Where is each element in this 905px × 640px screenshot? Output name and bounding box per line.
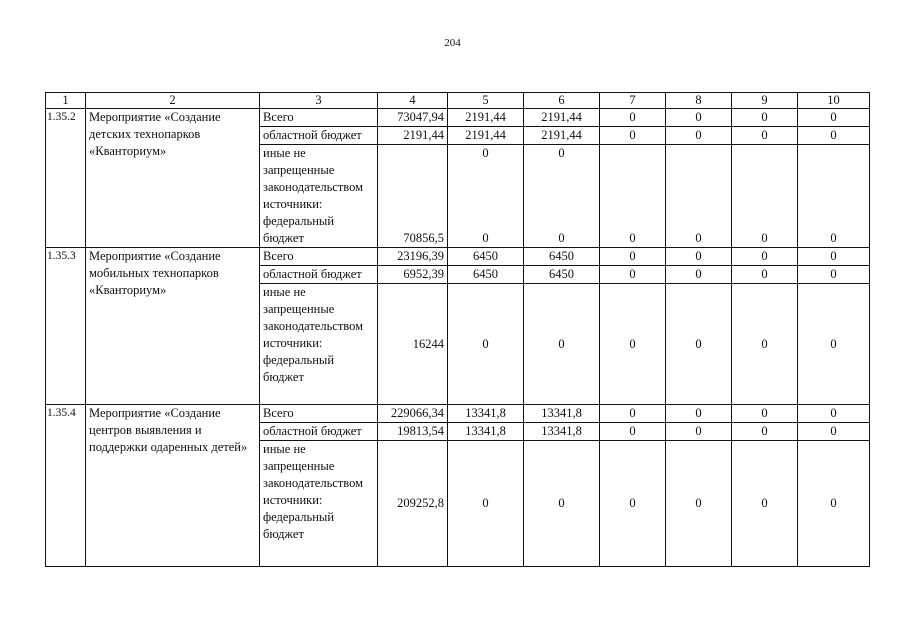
section-name: Мероприятие «Создание мобильных технопарков «Кванториум» <box>86 248 260 405</box>
value-cell: 6450 <box>448 266 524 284</box>
value-cell: 209252,8 <box>378 441 448 567</box>
value-cell: 0 <box>732 109 798 127</box>
value-cell: 0 <box>600 405 666 423</box>
value-cell: 0 <box>600 266 666 284</box>
value-cell: 0 <box>600 109 666 127</box>
value-cell: 2191,44 <box>448 127 524 145</box>
value-cell: 0 <box>666 284 732 405</box>
value-cell: 0 <box>666 423 732 441</box>
value-cell: 73047,94 <box>378 109 448 127</box>
value-cell: 0 <box>732 405 798 423</box>
source-label: иные не запрещенные законодательством источники: федеральный бюджет <box>260 284 378 405</box>
header-cell: 1 <box>46 93 86 109</box>
value-cell: 0 <box>600 248 666 266</box>
value-cell: 13341,8 <box>448 423 524 441</box>
value-cell: 13341,8 <box>524 423 600 441</box>
value-cell: 0 <box>732 266 798 284</box>
header-row <box>46 93 870 109</box>
value-cell: 0 <box>666 405 732 423</box>
value-cell: 2191,44 <box>378 127 448 145</box>
section-code: 1.35.2 <box>46 109 86 248</box>
header-cell: 10 <box>798 93 870 109</box>
value-cell: 13341,8 <box>448 405 524 423</box>
value-cell: 0 <box>732 127 798 145</box>
value-cell <box>524 145 600 248</box>
value-cell: 0 <box>798 127 870 145</box>
value-cell: 2191,44 <box>448 109 524 127</box>
header-cell: 9 <box>732 93 798 109</box>
value-cell: 0 <box>798 248 870 266</box>
value-cell: 0 <box>524 284 600 405</box>
value-cell: 229066,34 <box>378 405 448 423</box>
value-cell: 2191,44 <box>524 109 600 127</box>
value-cell: 70856,5 <box>378 145 448 248</box>
section-code: 1.35.4 <box>46 405 86 567</box>
value-cell: 0 <box>600 284 666 405</box>
header-cell: 2 <box>86 93 260 109</box>
source-label: иные не запрещенные законодательством источники: федеральный бюджет <box>260 145 378 248</box>
value-cell: 0 <box>798 266 870 284</box>
table-row <box>46 405 870 423</box>
value-cell: 0 <box>798 405 870 423</box>
value-cell: 0 <box>448 284 524 405</box>
value-cell: 6450 <box>524 248 600 266</box>
value-bottom: 0 <box>558 231 565 245</box>
source-label: Всего <box>260 248 378 266</box>
value-cell: 0 <box>798 284 870 405</box>
value-cell: 23196,39 <box>378 248 448 266</box>
value-cell: 0 <box>600 127 666 145</box>
value-cell: 0 <box>732 145 798 248</box>
value-cell: 0 <box>732 284 798 405</box>
value-cell: 6450 <box>448 248 524 266</box>
value-cell: 0 <box>666 248 732 266</box>
value-cell: 0 <box>666 441 732 567</box>
value-bottom: 0 <box>482 231 489 245</box>
value-cell: 13341,8 <box>524 405 600 423</box>
value-cell: 0 <box>798 423 870 441</box>
table-row <box>46 109 870 127</box>
section-code: 1.35.3 <box>46 248 86 405</box>
value-cell: 0 <box>448 441 524 567</box>
header-cell: 5 <box>448 93 524 109</box>
source-label: областной бюджет <box>260 127 378 145</box>
source-label: Всего <box>260 109 378 127</box>
value-cell: 2191,44 <box>524 127 600 145</box>
header-cell: 3 <box>260 93 378 109</box>
value-cell: 0 <box>798 145 870 248</box>
value-cell: 0 <box>524 441 600 567</box>
value-cell: 6952,39 <box>378 266 448 284</box>
value-cell: 0 <box>666 109 732 127</box>
value-cell: 0 <box>600 145 666 248</box>
source-label: областной бюджет <box>260 423 378 441</box>
header-cell: 7 <box>600 93 666 109</box>
page-number: 204 <box>444 37 461 49</box>
value-cell: 6450 <box>524 266 600 284</box>
section-name: Мероприятие «Создание центров выявления и поддержки одаренных детей» <box>86 405 260 567</box>
value-cell: 0 <box>798 109 870 127</box>
value-cell: 0 <box>798 441 870 567</box>
header-cell: 8 <box>666 93 732 109</box>
value-cell: 0 <box>732 248 798 266</box>
value-cell: 19813,54 <box>378 423 448 441</box>
value-cell: 0 <box>666 266 732 284</box>
source-label: областной бюджет <box>260 266 378 284</box>
value-cell: 0 <box>666 145 732 248</box>
value-cell: 0 <box>732 441 798 567</box>
source-label: иные не запрещенные законодательством источники: федеральный бюджет <box>260 441 378 567</box>
value-top: 0 <box>482 146 489 160</box>
value-top: 0 <box>558 146 565 160</box>
value-cell: 0 <box>600 441 666 567</box>
value-cell: 0 <box>666 127 732 145</box>
value-cell: 16244 <box>378 284 448 405</box>
header-cell: 6 <box>524 93 600 109</box>
source-label: Всего <box>260 405 378 423</box>
section-name: Мероприятие «Создание детских технопарков «Кванториум» <box>86 109 260 248</box>
value-cell <box>448 145 524 248</box>
header-cell: 4 <box>378 93 448 109</box>
table-row <box>46 248 870 266</box>
value-cell: 0 <box>600 423 666 441</box>
budget-table <box>45 92 870 567</box>
value-cell: 0 <box>732 423 798 441</box>
